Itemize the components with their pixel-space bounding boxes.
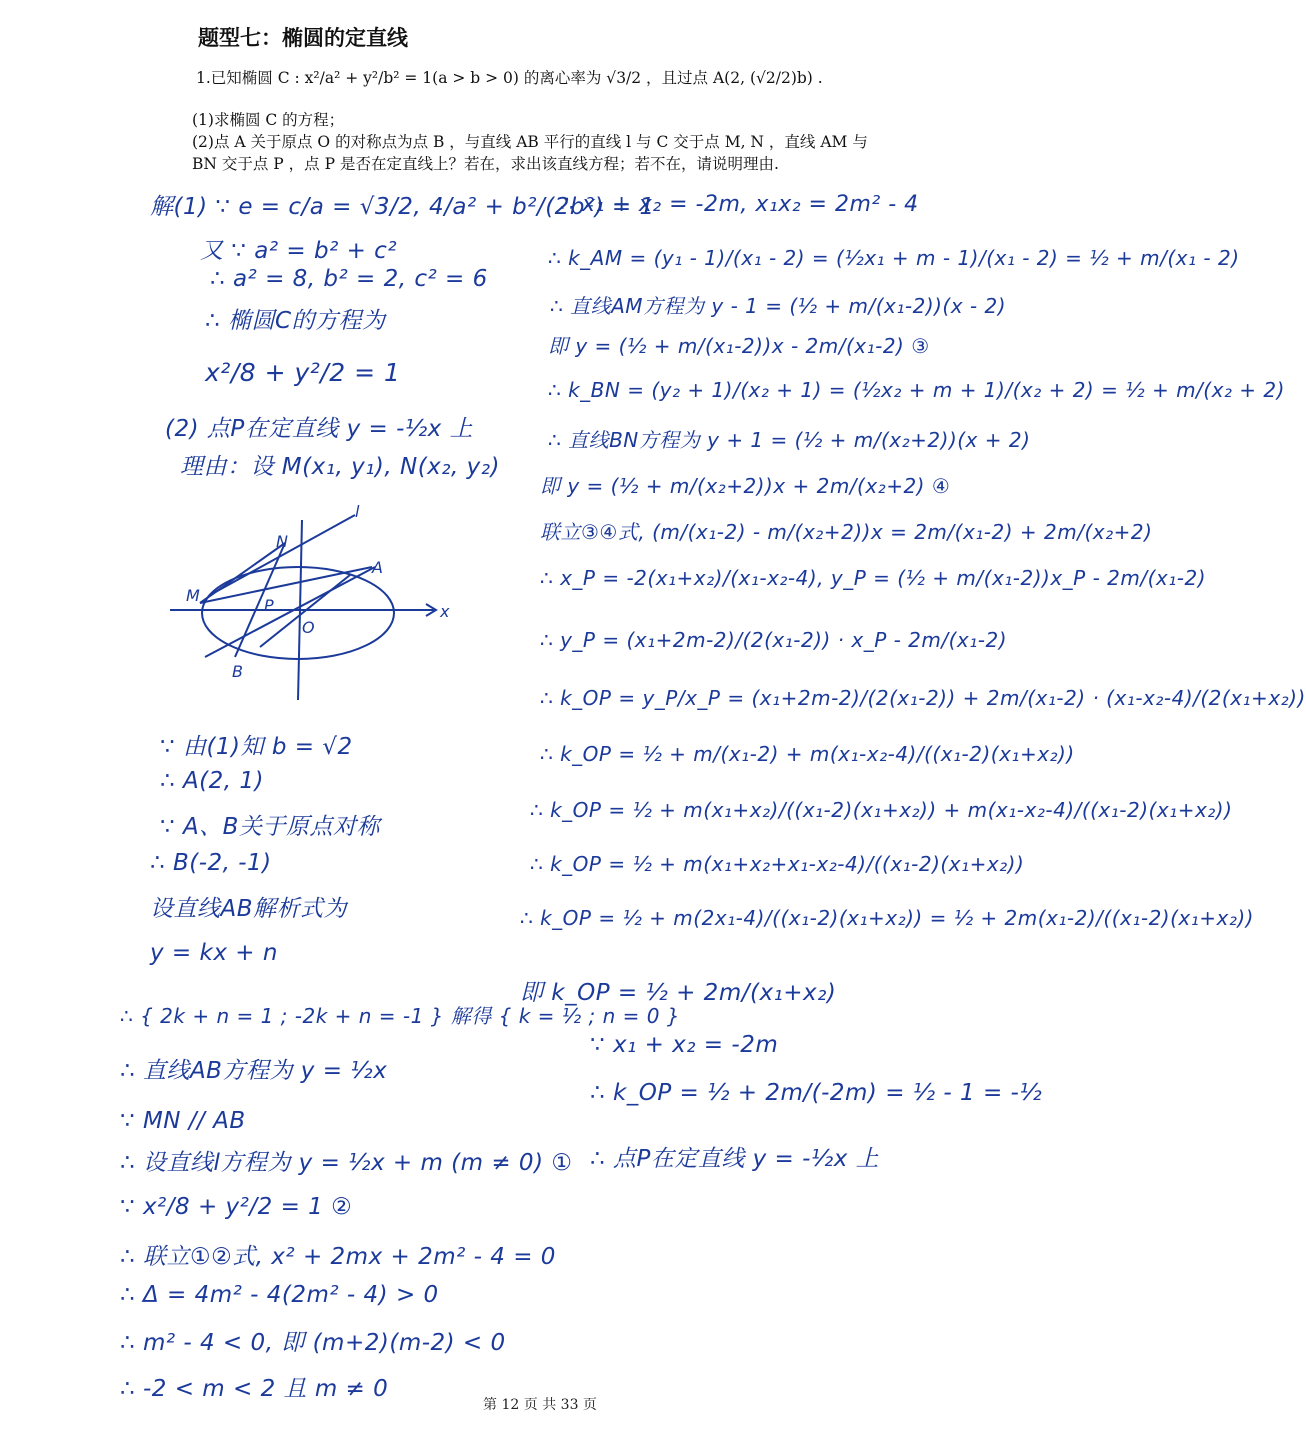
solution-line: ∵ x₁ + x₂ = -2m [590,1032,779,1058]
solution-line: 又 ∵ a² = b² + c² [200,238,398,264]
solution-line: ∴ 点P在定直线 y = -½x 上 [590,1146,880,1172]
solution-line: ∴ 设直线l方程为 y = ½x + m (m ≠ 0) ① [120,1150,573,1176]
solution-line: 即 k_OP = ½ + 2m/(x₁+x₂) [520,980,837,1006]
solution-line: ∴ m² - 4 < 0, 即 (m+2)(m-2) < 0 [120,1330,506,1356]
solution-line: 即 y = (½ + m/(x₁-2))x - 2m/(x₁-2) ③ [548,334,930,358]
solution-line: ∴ k_OP = ½ + m(x₁+x₂+x₁-x₂-4)/((x₁-2)(x₁+x₂)) [530,852,1025,876]
solution-line: ∴ k_OP = ½ + m/(x₁-2) + m(x₁-x₂-4)/((x₁-2)(x₁+x₂)) [540,742,1075,766]
label-o: O [302,618,315,637]
solution-line: ∴ k_OP = y_P/x_P = (x₁+2m-2)/(2(x₁-2)) + 2m/(x₁-2) · (x₁-x₂-4)/(2(x₁+x₂)) [540,686,1306,710]
page-title: 题型七：椭圆的定直线 [198,26,408,50]
solution-line: x²/8 + y²/2 = 1 [205,358,401,387]
solution-line: 解(1) ∵ e = c/a = √3/2, 4/a² + b²/(2b²) = 1 [150,194,655,220]
solution-line: 即 y = (½ + m/(x₂+2))x + 2m/(x₂+2) ④ [540,474,951,498]
question-2-line-2: BN 交于点 P ，点 P 是否在定直线上？若在，求出该直线方程；若不在，请说明理由. [192,155,779,173]
solution-line: ∴ Δ = 4m² - 4(2m² - 4) > 0 [120,1282,439,1308]
solution-line: ∵ MN // AB [120,1108,246,1134]
solution-line: ∴ A(2, 1) [160,768,265,794]
label-a: A [372,558,383,577]
label-l: l [355,502,360,521]
label-p: P [264,596,274,615]
solution-line: ∵ 由(1)知 b = √2 [160,734,353,760]
solution-line: (2) 点P在定直线 y = -½x 上 [165,416,474,442]
ellipse-figure [150,495,470,715]
solution-line: ∴ k_BN = (y₂ + 1)/(x₂ + 1) = (½x₂ + m + 1)/(x₂ + 2) = ½ + m/(x₂ + 2) [548,378,1285,402]
solution-line: ∴ 椭圆C的方程为 [205,308,386,334]
solution-line: ∵ x²/8 + y²/2 = 1 ② [120,1194,353,1220]
solution-line: ∴ B(-2, -1) [150,850,272,876]
line-l [210,515,355,595]
solution-line: ∴ { 2k + n = 1 ; -2k + n = -1 } 解得 { k = ½ ; n = 0 } [120,1004,681,1028]
solution-line: ∴ a² = 8, b² = 2, c² = 6 [210,266,488,292]
label-x: x [440,602,450,621]
solution-line: ∴ k_OP = ½ + 2m/(-2m) = ½ - 1 = -½ [590,1080,1043,1106]
solution-line: ∴ k_OP = ½ + m(x₁+x₂)/((x₁-2)(x₁+x₂)) + m(x₁-x₂-4)/((x₁-2)(x₁+x₂)) [530,798,1233,822]
label-n: N [276,532,288,551]
solution-line: ∵ A、B关于原点对称 [160,814,380,840]
solution-line: ∴ -2 < m < 2 且 m ≠ 0 [120,1376,389,1402]
problem-statement: 1.已知椭圆 C : x²/a² + y²/b² = 1(a > b > 0) 的离心率为 √3/2 ，且过点 A(2, (√2/2)b) . [196,69,823,87]
solution-line: ∴ x₁ + x₂ = -2m, x₁x₂ = 2m² - 4 [560,192,919,217]
page-footer: 第 12 页 共 33 页 [483,1397,597,1413]
solution-line: ∴ 联立①②式, x² + 2mx + 2m² - 4 = 0 [120,1244,556,1270]
solution-line: 联立③④式, (m/(x₁-2) - m/(x₂+2))x = 2m/(x₁-2) + 2m/(x₂+2) [540,520,1153,544]
solution-line: 设直线AB解析式为 [150,896,348,922]
solution-line: ∴ k_OP = ½ + m(2x₁-4)/((x₁-2)(x₁+x₂)) = ½ + 2m(x₁-2)/((x₁-2)(x₁+x₂)) [520,906,1254,930]
solution-line: ∴ x_P = -2(x₁+x₂)/(x₁-x₂-4), y_P = (½ + m/(x₁-2))x_P - 2m/(x₁-2) [540,566,1207,590]
solution-line: 理由：设 M(x₁, y₁), N(x₂, y₂) [180,454,500,480]
solution-line: ∴ 直线AM方程为 y - 1 = (½ + m/(x₁-2))(x - 2) [550,294,1007,318]
solution-line: ∴ 直线AB方程为 y = ½x [120,1058,388,1084]
label-m: M [186,586,200,605]
solution-line: ∴ y_P = (x₁+2m-2)/(2(x₁-2)) · x_P - 2m/(x₁-2) [540,628,1008,652]
question-1: (1)求椭圆 C 的方程； [192,111,345,129]
label-b: B [232,662,243,681]
solution-line: y = kx + n [150,940,278,966]
question-2-line-1: (2)点 A 关于原点 O 的对称点为点 B ，与直线 AB 平行的直线 l 与 C 交于点 M, N ，直线 AM 与 [192,133,868,151]
solution-line: ∴ 直线BN方程为 y + 1 = (½ + m/(x₂+2))(x + 2) [548,428,1031,452]
solution-line: ∴ k_AM = (y₁ - 1)/(x₁ - 2) = (½x₁ + m - 1)/(x₁ - 2) = ½ + m/(x₁ - 2) [548,246,1240,270]
